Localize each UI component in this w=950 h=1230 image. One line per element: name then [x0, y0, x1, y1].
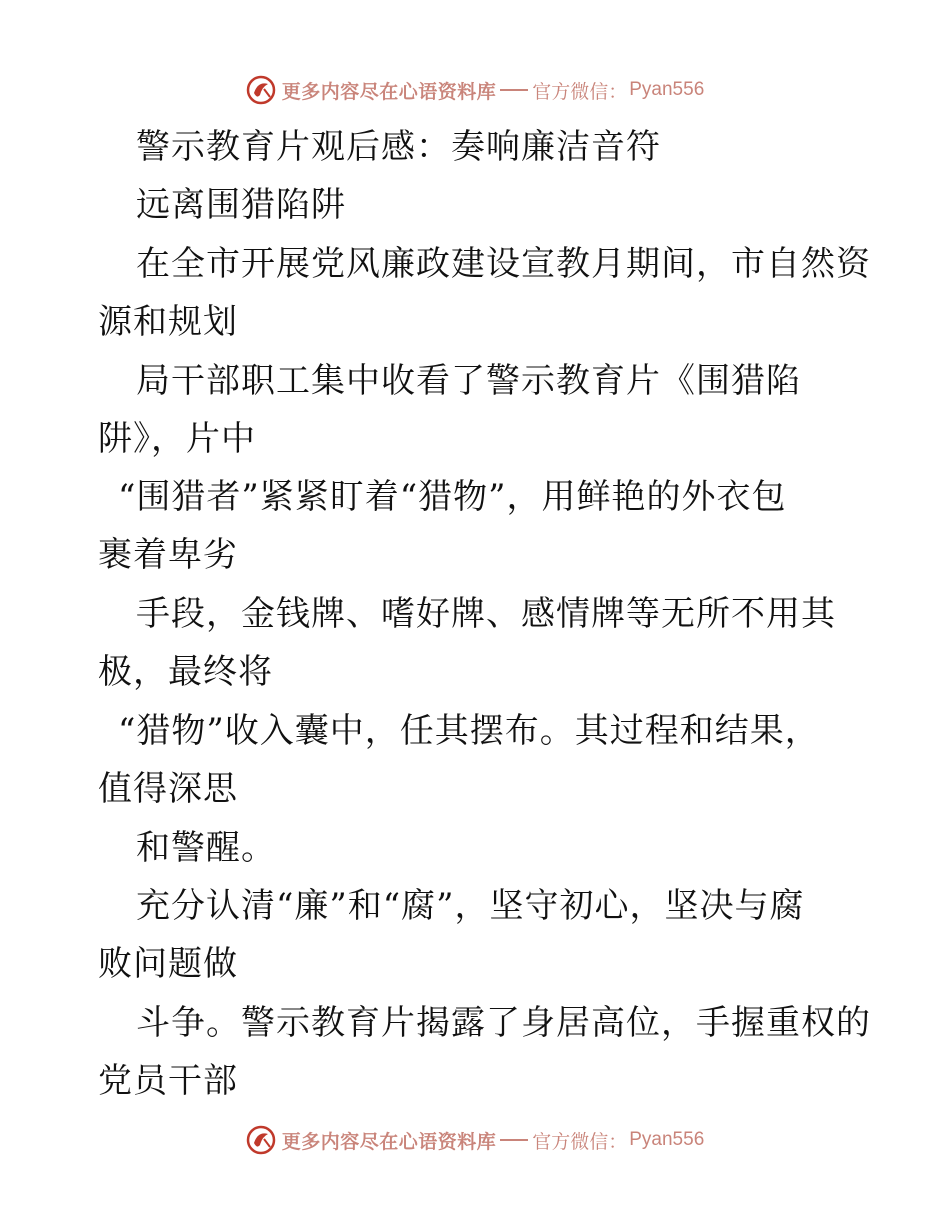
paragraph-line: 极，最终将 — [98, 652, 273, 692]
watermark-divider — [500, 89, 528, 91]
paragraph-line: 败问题做 — [98, 944, 238, 984]
paragraph-line: 斗争。警示教育片揭露了身居高位，手握重权的 — [136, 1003, 871, 1043]
paragraph-line: 和警醒。 — [136, 828, 276, 868]
watermark-wechat-label: 官方微信： — [532, 80, 628, 103]
red-swirl-logo-icon — [246, 1125, 276, 1155]
paragraph-line: 源和规划 — [98, 302, 238, 342]
watermark-wechat-label: 官方微信： — [532, 1130, 628, 1153]
paragraph-line: “围猎者”紧紧盯着“猎物”，用鲜艳的外衣包 — [118, 477, 787, 517]
watermark-brand-text: 更多内容尽在心语资料库 — [281, 80, 497, 103]
document-title-line-1: 警示教育片观后感：奏响廉洁音符 — [136, 127, 661, 167]
watermark-divider — [500, 1139, 528, 1141]
paragraph-line: 党员干部 — [98, 1061, 238, 1101]
paragraph-line: 裹着卑劣 — [98, 535, 238, 575]
paragraph-line: 局干部职工集中收看了警示教育片《围猎陷 — [136, 361, 801, 401]
paragraph-line: 手段，金钱牌、嗜好牌、感情牌等无所不用其 — [136, 594, 836, 634]
paragraph-line: 在全市开展党风廉政建设宣教月期间，市自然资 — [136, 244, 871, 284]
paragraph-line: 值得深思 — [98, 769, 238, 809]
footer-watermark — [0, 1120, 950, 1160]
header-watermark — [0, 70, 950, 110]
red-swirl-logo-icon — [246, 75, 276, 105]
paragraph-line: 充分认清“廉”和“腐”，坚守初心，坚决与腐 — [136, 886, 805, 926]
paragraph-line: “猎物”收入囊中，任其摆布。其过程和结果， — [118, 711, 820, 751]
watermark-brand-text: 更多内容尽在心语资料库 — [281, 1130, 497, 1153]
watermark-wechat-id: Pyan556 — [629, 79, 705, 100]
document-title-line-2: 远离围猎陷阱 — [136, 185, 346, 225]
watermark-wechat-id: Pyan556 — [629, 1129, 705, 1150]
paragraph-line: 阱》，片中 — [98, 419, 256, 459]
